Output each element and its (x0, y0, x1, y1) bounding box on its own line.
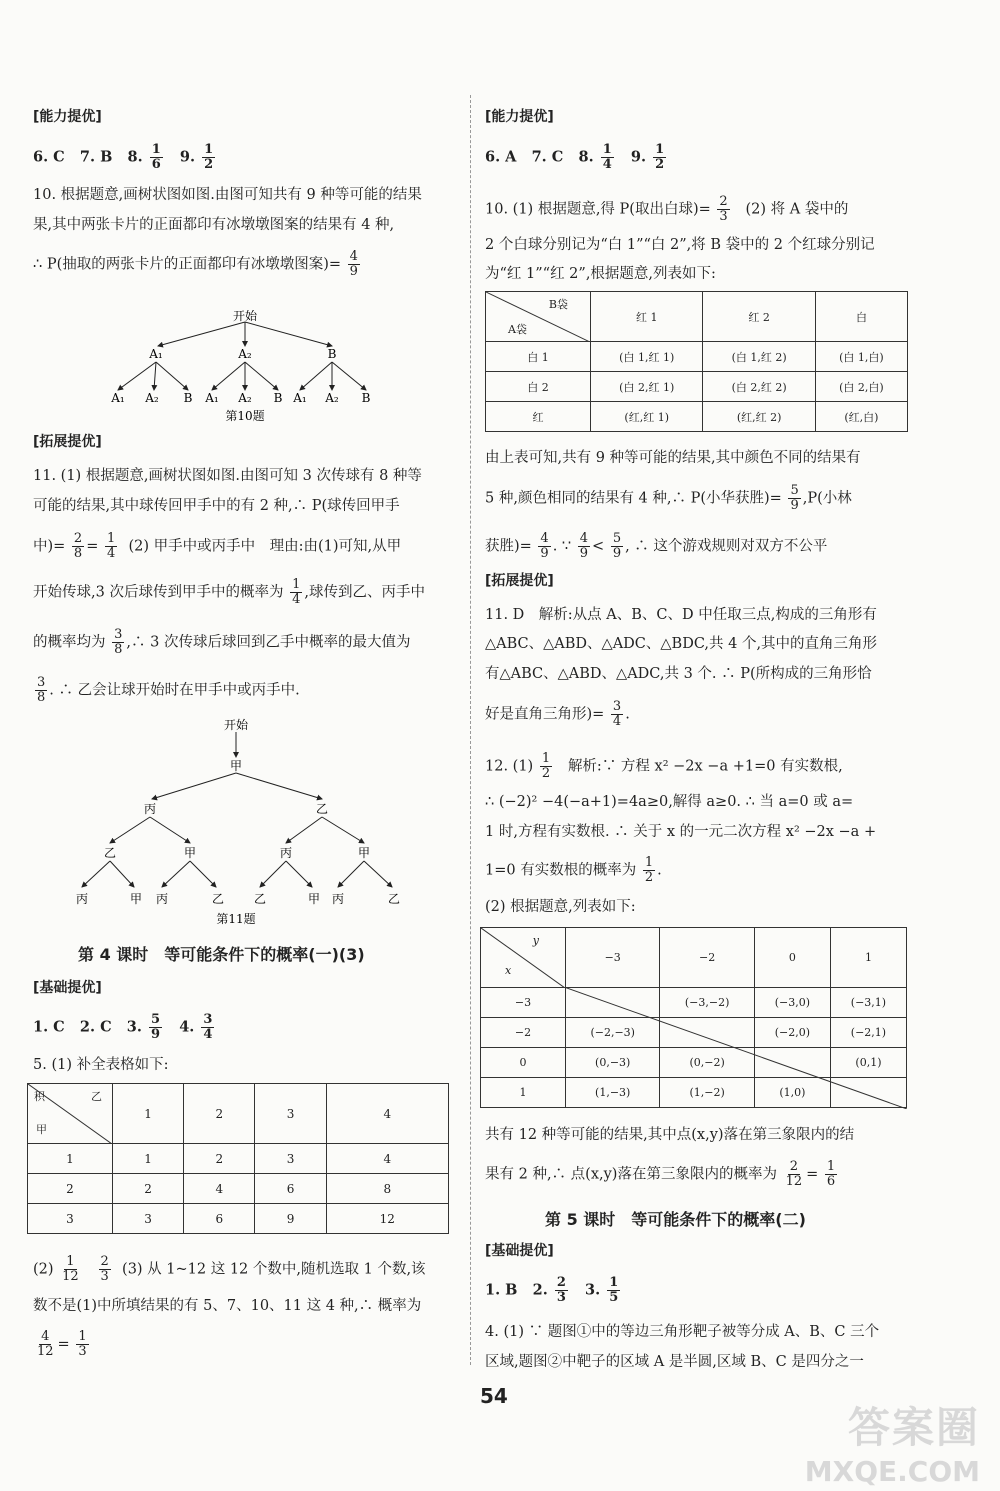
table-row: −2 (−2,−3) (−2,0) (−2,1) (481, 1018, 907, 1048)
q11-line4: 好是直角三角形)= $\frac{3}{4}$ . (485, 699, 630, 729)
fraction: $\frac{5}{9}$ (150, 1012, 161, 1042)
answers-6-9: 6. A 7. C 8. $\frac{1}{4}$ 9. $\frac{1}{2}$ (485, 142, 665, 172)
q11-line2: △ABC、△ABD、△ADC、△BDC,共 4 个,其中的直角三角形 (485, 636, 878, 652)
q11-line1: 11. (1) 根据题意,画树状图如图.由图可知 3 次传球有 8 种等 (33, 468, 422, 484)
tree-diagram-q10 (100, 310, 400, 425)
q10-line6: 获胜)= $\frac{4}{9}$ . ∵ $\frac{4}{9}$ < $\frac{5}{9}$ , ∴ 这个游戏规则对双方不公平 (485, 531, 828, 561)
fraction: $\frac{2}{8}$ (73, 531, 83, 561)
table-corner: B袋 A袋 (486, 292, 591, 342)
fraction: $\frac{1}{2}$ (204, 142, 214, 172)
watermark: 答案圈 MXQE.COM (804, 1403, 980, 1488)
tree-node: 乙 (315, 802, 329, 816)
q11-line3: 中)= $\frac{2}{8}$ = $\frac{1}{4}$ (2) 甲手中或丙手中 理由:由(1)可知,从甲 (33, 531, 402, 561)
answers-1-4: 1. C 2. C 3. $\frac{5}{9}$ 4. $\frac{3}{4}$ (33, 1012, 213, 1042)
fraction: $\frac{3}{8}$ (114, 627, 123, 657)
q10-line4: 由上表可知,共有 9 种等可能的结果,其中颜色不同的结果有 (485, 450, 861, 466)
fraction: $\frac{5}{9}$ (612, 531, 622, 561)
page-number: 54 (480, 1384, 508, 1408)
tree-leaf: B (273, 391, 283, 405)
table-header: −2 (660, 928, 754, 988)
fraction: $\frac{2}{12}$ (785, 1159, 803, 1189)
section-tag-ability: [ 能力提优] (485, 106, 554, 126)
q10-line3: 为“红 1”“红 2”,根据题意,列表如下: (485, 266, 716, 282)
q10-line3: ∴ P(抽取的两张卡片的正面都印有冰墩墩图案)= $\frac{4}{9}$ (33, 249, 358, 279)
lesson4-heading: 第 4 课时 等可能条件下的概率(一)(3) (78, 945, 365, 964)
tree-node: A₂ (238, 347, 252, 361)
q5-line4: $\frac{4}{12}$ = $\frac{1}{3}$ (37, 1329, 87, 1359)
table-q10 (485, 291, 908, 432)
fraction: $\frac{1}{6}$ (826, 1159, 836, 1189)
section-tag-basic: [ 基础提优] (485, 1240, 554, 1260)
fraction: $\frac{1}{6}$ (151, 142, 161, 172)
fraction: $\frac{1}{2}$ (655, 142, 665, 172)
fraction: $\frac{3}{4}$ (203, 1012, 213, 1042)
tree-leaf: A₁ (205, 391, 219, 405)
tree-node: 甲 (357, 846, 371, 860)
fraction: $\frac{1}{2}$ (541, 751, 551, 781)
tree-node: B (327, 347, 337, 361)
q11-line5: 的概率均为 $\frac{3}{8}$ ,∴ 3 次传球后球回到乙手中概率的最大值为 (33, 627, 411, 657)
table-header: 1 (113, 1084, 184, 1144)
table-header: 0 (754, 928, 830, 988)
fraction: $\frac{1}{4}$ (602, 142, 612, 172)
tree-leaf: 乙 (387, 892, 401, 906)
answers-6-9: 6. C 7. B 8. $\frac{1}{6}$ 9. $\frac{1}{2}$ (33, 142, 214, 172)
fraction: $\frac{4}{12}$ (37, 1329, 54, 1359)
table-header: 3 (255, 1084, 326, 1144)
tree-leaf: 甲 (307, 892, 321, 906)
table-header: 1 (830, 928, 906, 988)
section-tag-extension: [ 拓展提优] (33, 431, 102, 451)
tree-node: 乙 (103, 846, 117, 860)
fraction: $\frac{5}{9}$ (790, 483, 799, 513)
table-row: −3 (−3,−2) (−3,0) (−3,1) (481, 988, 907, 1018)
q10-line2: 2 个白球分别记为“白 1”“白 2”,将 B 袋中的 2 个红球分别记 (485, 237, 875, 253)
q12-line6: 共有 12 种等可能的结果,其中点(x,y)落在第三象限内的结 (485, 1127, 855, 1143)
tree-leaf: 丙 (331, 892, 345, 906)
diagonal-strike (564, 987, 907, 1109)
tree-root: 开始 (232, 310, 258, 323)
q10-line1: 10. 根据题意,画树状图如图.由图可知共有 9 种等可能的结果 (33, 187, 422, 203)
tree-root: 开始 (223, 718, 249, 732)
fraction: $\frac{4}{9}$ (349, 249, 358, 279)
q10-line5: 5 种,颜色相同的结果有 4 种,∴ P(小华获胜)= $\frac{5}{9}$ ,P(小林 (485, 483, 852, 513)
table-row: 3 3 6 9 12 (28, 1204, 449, 1234)
fraction: $\frac{2}{3}$ (556, 1275, 566, 1305)
tree-leaf: 乙 (211, 892, 225, 906)
section-tag-ability: [ 能力提优] (33, 106, 102, 126)
q10-line2: 果,其中两张卡片的正面都印有冰墩墩图案的结果有 4 种, (33, 217, 395, 233)
q5-line2: (2) $\frac{1}{12}$ $\frac{2}{3}$ (3) 从 1~12 这 12 个数中,随机选取 1 个数,该 (33, 1254, 426, 1284)
table-row: 白 1 (白 1,红 1) (白 1,红 2) (白 1,白) (486, 342, 908, 372)
fraction: $\frac{4}{9}$ (540, 531, 549, 561)
table-q12-wrapper (480, 927, 907, 1109)
q4-line1: 4. (1) ∵ 题图①中的等边三角形靶子被等分成 A、B、C 三个 (485, 1324, 880, 1340)
table-row: 1 1 2 3 4 (28, 1144, 449, 1174)
q11-line2: 可能的结果,其中球传回甲手中的有 2 种,∴ P(球传回甲手 (33, 498, 400, 514)
fraction: $\frac{2}{3}$ (719, 194, 728, 224)
table-corner: 积 乙 甲 (28, 1084, 113, 1144)
table-header: 红 1 (591, 292, 703, 342)
column-divider (470, 95, 471, 1365)
tree-leaf: 丙 (155, 892, 169, 906)
fraction: $\frac{1}{5}$ (609, 1275, 619, 1305)
q12-line5: (2) 根据题意,列表如下: (485, 899, 636, 915)
tree-node: 甲 (229, 759, 243, 773)
q12-line3: 1 时,方程有实数根. ∴ 关于 x 的一元二次方程 x² −2x −a + (485, 824, 877, 840)
tree-leaf: 甲 (129, 892, 143, 906)
tree-leaf: B (361, 391, 371, 405)
figure-caption: 第10题 (225, 409, 265, 423)
table-row: 红 (红,红 1) (红,红 2) (红,白) (486, 402, 908, 432)
fraction: $\frac{1}{4}$ (106, 531, 116, 561)
q12-line7: 果有 2 种,∴ 点(x,y)落在第三象限内的概率为 $\frac{2}{12}$ = $\frac{1}{6}$ (485, 1159, 836, 1189)
tree-leaf: 丙 (75, 892, 89, 906)
q11-line1: 11. D 解析:从点 A、B、C、D 中任取三点,构成的三角形有 (485, 607, 877, 623)
fraction: $\frac{3}{8}$ (37, 675, 46, 705)
tree-leaf: A₁ (111, 391, 125, 405)
tree-leaf: B (183, 391, 193, 405)
tree-leaf: 乙 (253, 892, 267, 906)
fraction: $\frac{4}{9}$ (579, 531, 589, 561)
q10-line1: 10. (1) 根据题意,得 P(取出白球)= $\frac{2}{3}$ (2) 将 A 袋中的 (485, 194, 849, 224)
fraction: $\frac{1}{2}$ (644, 855, 654, 885)
fraction: $\frac{1}{12}$ (62, 1254, 79, 1284)
q11-line4: 开始传球,3 次后球传到甲手中的概率为 $\frac{1}{4}$ ,球传到乙、丙手中 (33, 577, 425, 607)
tree-leaf: A₁ (293, 391, 307, 405)
table-header: −3 (566, 928, 660, 988)
q5-line1: 5. (1) 补全表格如下: (33, 1057, 169, 1073)
q11-line6: $\frac{3}{8}$ . ∴ 乙会让球开始时在甲手中或丙手中. (37, 675, 300, 705)
table-row: 白 2 (白 2,红 1) (白 2,红 2) (白 2,白) (486, 372, 908, 402)
table-q5 (27, 1083, 449, 1234)
table-header: 红 2 (703, 292, 815, 342)
table-header: 白 (815, 292, 907, 342)
q12-line2: ∴ (−2)² −4(−a+1)=4a≥0,解得 a≥0. ∴ 当 a=0 或 a= (485, 794, 854, 810)
tree-node: 甲 (183, 846, 197, 860)
table-row: 2 2 4 6 8 (28, 1174, 449, 1204)
section-tag-extension: [ 拓展提优] (485, 570, 554, 590)
table-row: 0 (0,−3) (0,−2) (0,1) (481, 1048, 907, 1078)
q4-line2: 区域,题图②中靶子的区域 A 是半圆,区域 B、C 是四分之一 (485, 1354, 864, 1370)
fraction: $\frac{2}{3}$ (100, 1254, 109, 1284)
table-corner: y x (481, 928, 566, 988)
lesson5-heading: 第 5 课时 等可能条件下的概率(二) (545, 1210, 806, 1229)
tree-leaf: A₂ (325, 391, 339, 405)
q12-line4: 1=0 有实数根的概率为 $\frac{1}{2}$ . (485, 855, 662, 885)
section-tag-basic: [ 基础提优] (33, 977, 102, 997)
figure-caption: 第11题 (216, 912, 256, 926)
q5-line3: 数不是(1)中所填结果的有 5、7、10、11 这 4 种,∴ 概率为 (33, 1298, 422, 1314)
tree-diagram-q11 (60, 715, 420, 930)
q12-line1: 12. (1) $\frac{1}{2}$ 解析:∵ 方程 x² −2x −a +1=0 有实数根, (485, 751, 843, 781)
table-row: 1 (1,−3) (1,−2) (1,0) (481, 1078, 907, 1108)
fraction: $\frac{1}{4}$ (292, 577, 301, 607)
tree-node: A₁ (149, 347, 163, 361)
table-header: 4 (326, 1084, 448, 1144)
answers-1-3: 1. B 2. $\frac{2}{3}$ 3. $\frac{1}{5}$ (485, 1275, 619, 1305)
fraction: $\frac{1}{3}$ (78, 1329, 87, 1359)
tree-node: 丙 (143, 802, 157, 816)
q11-line3: 有△ABC、△ABD、△ADC,共 3 个. ∴ P(所构成的三角形恰 (485, 666, 872, 682)
table-header: 2 (184, 1084, 255, 1144)
tree-leaf: A₂ (238, 391, 252, 405)
fraction: $\frac{3}{4}$ (612, 699, 622, 729)
tree-leaf: A₂ (145, 391, 159, 405)
tree-node: 丙 (279, 846, 293, 860)
